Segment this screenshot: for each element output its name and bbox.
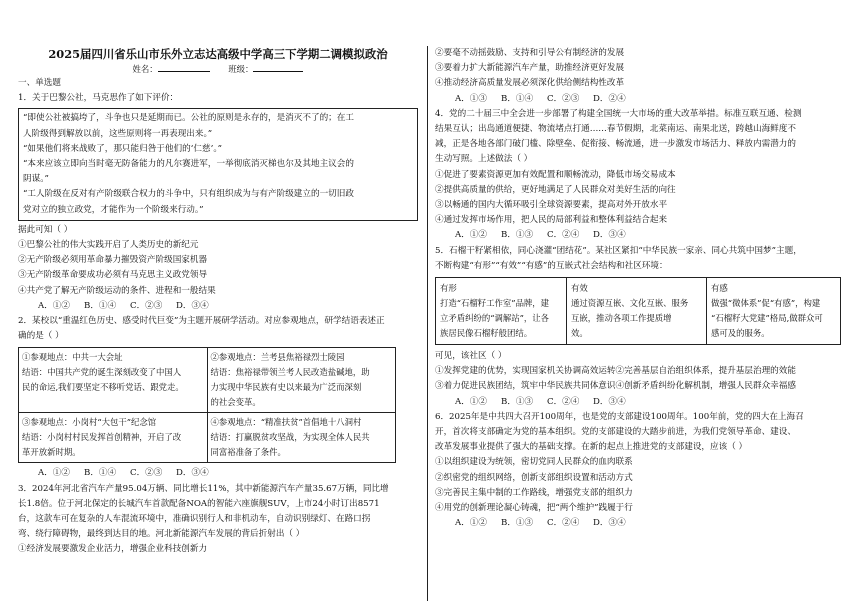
name-blank[interactable]	[158, 62, 210, 72]
student-info-line	[18, 62, 418, 76]
q5-item: ③着力促进民族团结，筑牢中华民族共同体意识④创新矛盾纠纷化解机制，增强人民群众幸福感	[435, 381, 796, 392]
name-label: 姓名：	[132, 64, 158, 74]
q6-options	[435, 516, 845, 531]
q2-cell-line: ①参观地点：中共一大会址	[22, 352, 123, 363]
q3-option-a[interactable]: A．①③	[455, 93, 487, 104]
column-divider	[427, 46, 428, 601]
q4-item: ①促进了要素资源更加有效配置和顺畅流动，降低市场交易成本	[435, 169, 676, 180]
q2-cell-line: ③参观地点：小岗村“大包干”纪念馆	[22, 417, 157, 428]
q5-cell-effective	[566, 278, 706, 345]
q4-stem-cont: 减，正是各地各部门破门槛、除壁垒、促衔接、畅流通，进一步激发市场活力、释放内需潜力的	[435, 139, 796, 150]
right-column	[435, 46, 845, 531]
q5-stem-cont: 不断构建“有形”“有效”“有感”的互嵌式社会结构和社区环境：	[435, 260, 668, 271]
q6-stem: 6．2025年是中共四大召开100周年，也是党的支部建设100周年。100年前，党的四大在上海召	[435, 411, 804, 422]
q2-option-a[interactable]: A．①②	[38, 468, 70, 479]
q2-stem: 2．某校以“重温红色历史、感受时代巨变”为主题开展研学活动。对应参观地点，研学结语表述正	[18, 316, 385, 327]
q5-cell-tangible	[436, 278, 567, 345]
q1-item: ①巴黎公社的伟大实践开启了人类历史的新纪元	[18, 240, 199, 251]
q2-cell-line: 革开放新时期。	[22, 447, 81, 458]
q2-site-table	[18, 347, 396, 463]
q3-stem-cont: 台，这款车可在复杂的人车混流环境中，准确识别行人和非机动车，自动识别绿灯、在路口拐	[18, 514, 371, 525]
q1-quote-line: 人阶级得到解放以前，这些原则将一再表现出来。”	[23, 128, 213, 139]
q1-quote-box	[18, 108, 418, 220]
q2-cell-line: 民的命运,我们要坚定不移听党话、跟党走。	[22, 382, 184, 393]
q2-cell-line: 结语：打赢脱贫攻坚战，为实现全体人民共	[210, 432, 370, 443]
q5-cell-felt	[707, 278, 841, 345]
q2-option-c[interactable]: C．②③	[130, 468, 163, 479]
q1-quote-line: 党对立的独立政党，才能作为一个阶级来行动。”	[23, 204, 204, 215]
q2-cell-line: 结语：中国共产党的诞生深刻改变了中国人	[22, 367, 182, 378]
q1-lead: 据此可知（ ）	[18, 224, 73, 235]
q5-cell-line: “石榴籽大党建”格局,做群众可	[711, 313, 823, 324]
class-blank[interactable]	[253, 62, 303, 72]
q1-quote-line: 阴谋。”	[23, 174, 49, 185]
q3-item: ④推动经济高质量发展必须深化供给侧结构性改革	[435, 78, 625, 89]
q3-stem-cont: 弯、绕行障碍物，最终到达目的地。河北新能源汽车发展的背后折射出（ ）	[18, 529, 305, 540]
q6-stem-cont: 改革发展事业提供了强大的基础支撑。在新的起点上推进党的支部建设，应该（ ）	[435, 442, 748, 453]
q6-item: ①以组织建设为统领，密切党同人民群众的血肉联系	[435, 457, 633, 468]
q5-option-c[interactable]: C．②④	[547, 396, 580, 407]
q4-item: ③以畅通的国内大循环吸引全球资源要素，提高对外开放水平	[435, 200, 668, 211]
q1-stem: 1．关于巴黎公社，马克思作了如下评价：	[18, 93, 179, 104]
q1-option-a[interactable]: A．①②	[38, 300, 70, 311]
q3-stem: 3．2024年河北省汽车产量95.04万辆、同比增长11%，其中新能源汽车产量35.67万辆，同比增	[18, 483, 389, 494]
q2-options	[18, 466, 418, 481]
q4-option-d[interactable]: D．③④	[593, 230, 626, 241]
q3-stem-cont: 长1.8倍。位于河北保定的长城汽车首款配备NOA的智能六座旗舰SUV，上市24小时订出8571	[18, 498, 380, 509]
q4-stem-cont: 生动写照。上述做法（ ）	[435, 154, 533, 165]
q2-stem-cont: 确的是（ ）	[18, 331, 64, 342]
q5-option-b[interactable]: B．①③	[501, 396, 534, 407]
q5-cell-line: 族居民像石榴籽般团结。	[440, 328, 533, 339]
q5-structure-table	[435, 277, 841, 345]
q5-cell-line: 效。	[570, 328, 588, 339]
q5-option-a[interactable]: A．①②	[455, 396, 487, 407]
q2-cell-line: 同富裕准备了条件。	[210, 447, 286, 458]
q5-cell-line: 打造“石榴籽工作室”品牌，建	[440, 298, 550, 309]
q6-option-a[interactable]: A．①②	[455, 518, 487, 529]
q5-item: ①发挥党建的优势，实现国家机关协调高效运转②完善基层自治组织体系，提升基层治理的效能	[435, 366, 796, 377]
q1-item: ④共产党了解无产阶级运动的条件、进程和一般结果	[18, 285, 216, 296]
q1-quote-line: “工人阶级在反对有产阶级联合权力的斗争中，只有组织成为与有产阶级建立的一切旧政	[23, 189, 354, 200]
q2-option-b[interactable]: B．①④	[84, 468, 117, 479]
q3-option-c[interactable]: C．②③	[547, 93, 580, 104]
q5-option-d[interactable]: D．③④	[593, 396, 626, 407]
q5-options	[435, 395, 845, 410]
q1-options	[18, 299, 418, 314]
q3-item: ②要毫不动摇鼓励、支持和引导公有制经济的发展	[435, 48, 625, 58]
q3-option-d[interactable]: D．②④	[593, 93, 626, 104]
q4-stem-cont: 结果互认；出岛通道便捷、物流堵点打通……春节假期，北菜南运、南果北送，跨越山海鲜度不	[435, 124, 796, 135]
q5-cell-line: 立矛盾纠纷的“调解站”，让各	[440, 313, 550, 324]
q6-item: ③完善民主集中制的工作路线，增强党支部的组织力	[435, 487, 633, 498]
q2-cell-line: 的社会变革。	[210, 397, 261, 408]
q1-quote-line: “本来应该立即向当时毫无防备能力的凡尔赛进军，一举彻底消灭梯也尔及其地主议会的	[23, 159, 354, 170]
class-label: 班级：	[228, 64, 254, 74]
q6-stem-cont: 开，首次将支部确定为党的基本组织。党的支部建设的大踏步前进，为我们党领导革命、建设、	[435, 427, 796, 438]
q1-option-d[interactable]: D．③④	[176, 300, 209, 311]
q1-option-c[interactable]: C．②③	[130, 300, 163, 311]
q3-item: ③要着力扩大新能源汽车产量，助推经济更好发展	[435, 63, 625, 74]
q2-option-d[interactable]: D．③④	[176, 468, 209, 479]
q4-option-a[interactable]: A．①②	[455, 230, 487, 241]
q1-option-b[interactable]: B．①④	[84, 300, 117, 311]
left-column	[18, 46, 418, 558]
q2-cell-4	[207, 413, 396, 463]
q2-cell-line: ②参观地点：兰考县焦裕禄烈士陵园	[210, 352, 345, 363]
q4-stem: 4．党的二十届三中全会进一步部署了构建全国统一大市场的重大改革举措。标准互联互通、检测	[435, 108, 802, 119]
q5-cell-heading: 有感	[711, 283, 728, 294]
q4-item: ④通过发挥市场作用，把人民的局部利益和整体利益结合起来	[435, 215, 668, 226]
q6-item: ②织密党的组织网络，创新支部组织设置和活动方式	[435, 472, 633, 483]
q2-cell-line: ④参观地点：“精准扶贫”首倡地十八洞村	[210, 417, 362, 428]
q1-quote-line: “即使公社被搞垮了，斗争也只是延期而已。公社的原则是永存的，是消灭不了的；在工	[23, 113, 354, 124]
q3-option-b[interactable]: B．①④	[501, 93, 534, 104]
q5-cell-heading: 有形	[440, 283, 457, 294]
q4-options	[435, 228, 845, 243]
q5-cell-line: 通过资源互嵌、文化互嵌、服务	[570, 298, 689, 309]
q4-option-b[interactable]: B．①③	[501, 230, 534, 241]
q2-cell-line: 结语：小岗村村民发挥首创精神，开启了改	[22, 432, 182, 443]
q5-cell-line: 做强“微体系”促“有感”，构建	[711, 298, 821, 309]
q2-cell-1	[19, 348, 208, 413]
q5-cell-line: 互嵌，推动各项工作提质增	[570, 313, 672, 324]
q1-item: ③无产阶级革命要成功必须有马克思主义政党领导	[18, 270, 208, 281]
section-heading: 一、单选题	[18, 78, 61, 88]
q3-item: ①经济发展要激发企业活力，增强企业科技创新力	[18, 544, 208, 555]
q4-option-c[interactable]: C．②④	[547, 230, 580, 241]
exam-title: 2025届四川省乐山市乐外立志达高级中学高三下学期二调模拟政治	[48, 47, 388, 61]
q5-cell-heading: 有效	[570, 283, 588, 294]
q5-stem: 5．石榴干籽紧相依，同心浇灌“团结花”。某社区紧扣“中华民族一家亲、同心共筑中国梦”主题，	[435, 245, 802, 256]
q2-cell-3	[19, 413, 208, 463]
q5-lead: 可见，该社区（ ）	[435, 351, 507, 362]
q1-item: ②无产阶级必须用革命暴力摧毁资产阶级国家机器	[18, 255, 208, 266]
q4-item: ②提供高质量的供给，更好地满足了人民群众对美好生活的向往	[435, 184, 676, 195]
q1-quote-line: “如果他们将来战败了，那只能归咎于他们的‘仁慈’。”	[23, 143, 223, 154]
q5-cell-line: 感可及的服务。	[711, 328, 770, 339]
q6-item: ④用党的创新理论凝心铸魂，把“两个维护”践履于行	[435, 503, 633, 514]
q6-option-c[interactable]: C．②④	[547, 518, 580, 529]
q6-option-d[interactable]: D．③④	[593, 518, 626, 529]
q2-cell-line: 力实现中华民族有史以来最为广泛而深刻	[210, 382, 362, 393]
q2-cell-line: 结语：焦裕禄带领兰考人民改造盐碱地，助	[210, 367, 370, 378]
q3-options	[435, 92, 845, 107]
q2-cell-2	[207, 348, 396, 413]
q6-option-b[interactable]: B．①③	[501, 518, 534, 529]
